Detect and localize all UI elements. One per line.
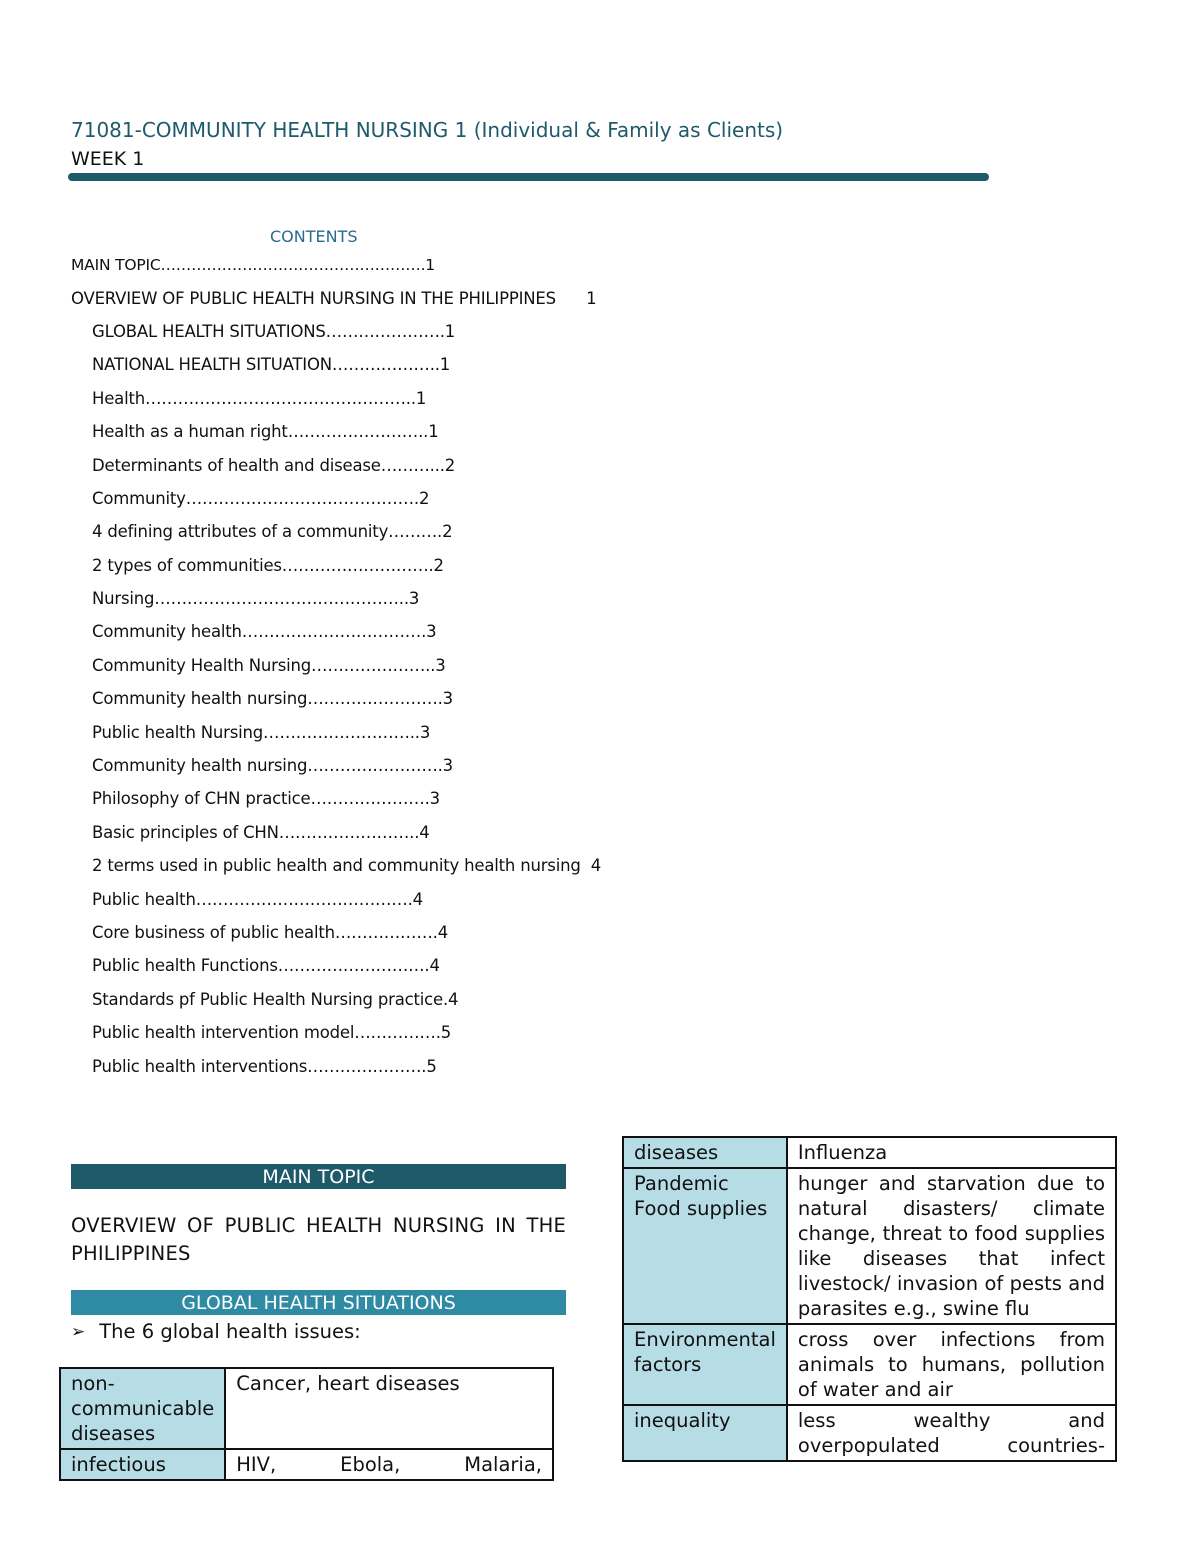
toc-entry[interactable]: 2 types of communities……………………….2 bbox=[92, 555, 444, 575]
toc-entry[interactable]: OVERVIEW OF PUBLIC HEALTH NURSING IN THE PHILIPPINES 1 bbox=[71, 288, 597, 308]
table-of-contents bbox=[71, 248, 691, 1083]
toc-entry[interactable]: Public health intervention model…………….5 bbox=[92, 1023, 452, 1043]
global-issues-table-right bbox=[622, 1136, 1117, 1462]
table-row bbox=[623, 1324, 1116, 1405]
global-issues-table-left bbox=[59, 1367, 554, 1481]
toc-entry[interactable]: Community health…………………………….3 bbox=[92, 622, 437, 642]
main-topic-label: MAIN TOPIC bbox=[262, 1165, 375, 1188]
toc-entry[interactable]: MAIN TOPIC…………………………………………….1 bbox=[71, 255, 435, 274]
toc-entry[interactable]: Community health nursing…………………….3 bbox=[92, 756, 453, 776]
toc-entry[interactable]: NATIONAL HEALTH SITUATION………………..1 bbox=[92, 355, 451, 375]
toc-entry[interactable]: Public health interventions………………….5 bbox=[92, 1056, 437, 1076]
table-row bbox=[623, 1137, 1116, 1168]
issue-value-cell: less wealthy and overpopulated countries- bbox=[787, 1405, 1116, 1461]
toc-entry[interactable]: Philosophy of CHN practice………………….3 bbox=[92, 789, 440, 809]
table-row bbox=[623, 1168, 1116, 1324]
toc-entry[interactable]: Standards pf Public Health Nursing practice.4 bbox=[92, 989, 459, 1009]
toc-entry[interactable]: GLOBAL HEALTH SITUATIONS………………….1 bbox=[92, 321, 456, 341]
document-title: 71081-COMMUNITY HEALTH NURSING 1 (Individual & Family as Clients) bbox=[71, 118, 784, 142]
toc-entry[interactable]: Determinants of health and disease………...2 bbox=[92, 455, 456, 475]
toc-entry[interactable]: 4 defining attributes of a community……….2 bbox=[92, 522, 453, 542]
toc-entry[interactable]: Health…………………………………………..1 bbox=[92, 388, 427, 408]
global-health-label: GLOBAL HEALTH SITUATIONS bbox=[181, 1291, 456, 1314]
bullet-text: The 6 global health issues: bbox=[99, 1320, 361, 1343]
issue-key-cell: Pandemic Food supplies bbox=[623, 1168, 787, 1324]
issue-key-cell: infectious bbox=[60, 1449, 225, 1480]
toc-entry[interactable]: Public health Nursing………………………..3 bbox=[92, 722, 431, 742]
table-row bbox=[60, 1449, 553, 1480]
toc-entry[interactable]: Community…………………………………….2 bbox=[92, 488, 430, 508]
issue-value-cell: hunger and starvation due to natural disasters/ climate change, threat to food supplies like diseases that infect livestock/ invasion of pests and parasites e.g., swine flu bbox=[787, 1168, 1116, 1324]
issue-value-cell: cross over infections from animals to humans, pollution of water and air bbox=[787, 1324, 1116, 1405]
toc-entry[interactable]: 2 terms used in public health and community health nursing 4 bbox=[92, 856, 602, 876]
issue-value-cell: Cancer, heart diseases bbox=[225, 1368, 553, 1449]
bullet-item bbox=[71, 1320, 361, 1343]
toc-entry[interactable]: Public health Functions……………………….4 bbox=[92, 956, 440, 976]
toc-entry[interactable]: Community Health Nursing…………………..3 bbox=[92, 655, 446, 675]
toc-entry[interactable]: Basic principles of CHN……………………..4 bbox=[92, 822, 430, 842]
toc-entry[interactable]: Health as a human right……………………..1 bbox=[92, 422, 439, 442]
toc-entry[interactable]: Nursing………………………………………..3 bbox=[92, 589, 420, 609]
toc-heading: CONTENTS bbox=[270, 227, 358, 246]
issue-value-cell: HIV, Ebola, Malaria, bbox=[225, 1449, 553, 1480]
toc-entry[interactable]: Core business of public health……………….4 bbox=[92, 923, 449, 942]
table-row bbox=[60, 1368, 553, 1449]
header-rule bbox=[68, 173, 989, 181]
issue-key-cell: non-communicable diseases bbox=[60, 1368, 225, 1449]
issue-key-cell: diseases bbox=[623, 1137, 787, 1168]
table-row bbox=[623, 1405, 1116, 1461]
arrow-bullet-icon: ➢ bbox=[71, 1321, 86, 1342]
overview-heading: OVERVIEW OF PUBLIC HEALTH NURSING IN THE PHILIPPINES bbox=[71, 1214, 566, 1265]
toc-entry[interactable]: Community health nursing…………………….3 bbox=[92, 689, 453, 709]
issue-key-cell: inequality bbox=[623, 1405, 787, 1461]
toc-entry[interactable]: Public health………………………………….4 bbox=[92, 889, 423, 909]
global-health-bar bbox=[71, 1290, 566, 1315]
issue-value-cell: Influenza bbox=[787, 1137, 1116, 1168]
week-label: WEEK 1 bbox=[71, 148, 145, 170]
main-topic-bar bbox=[71, 1164, 566, 1189]
issue-key-cell: Environmental factors bbox=[623, 1324, 787, 1405]
